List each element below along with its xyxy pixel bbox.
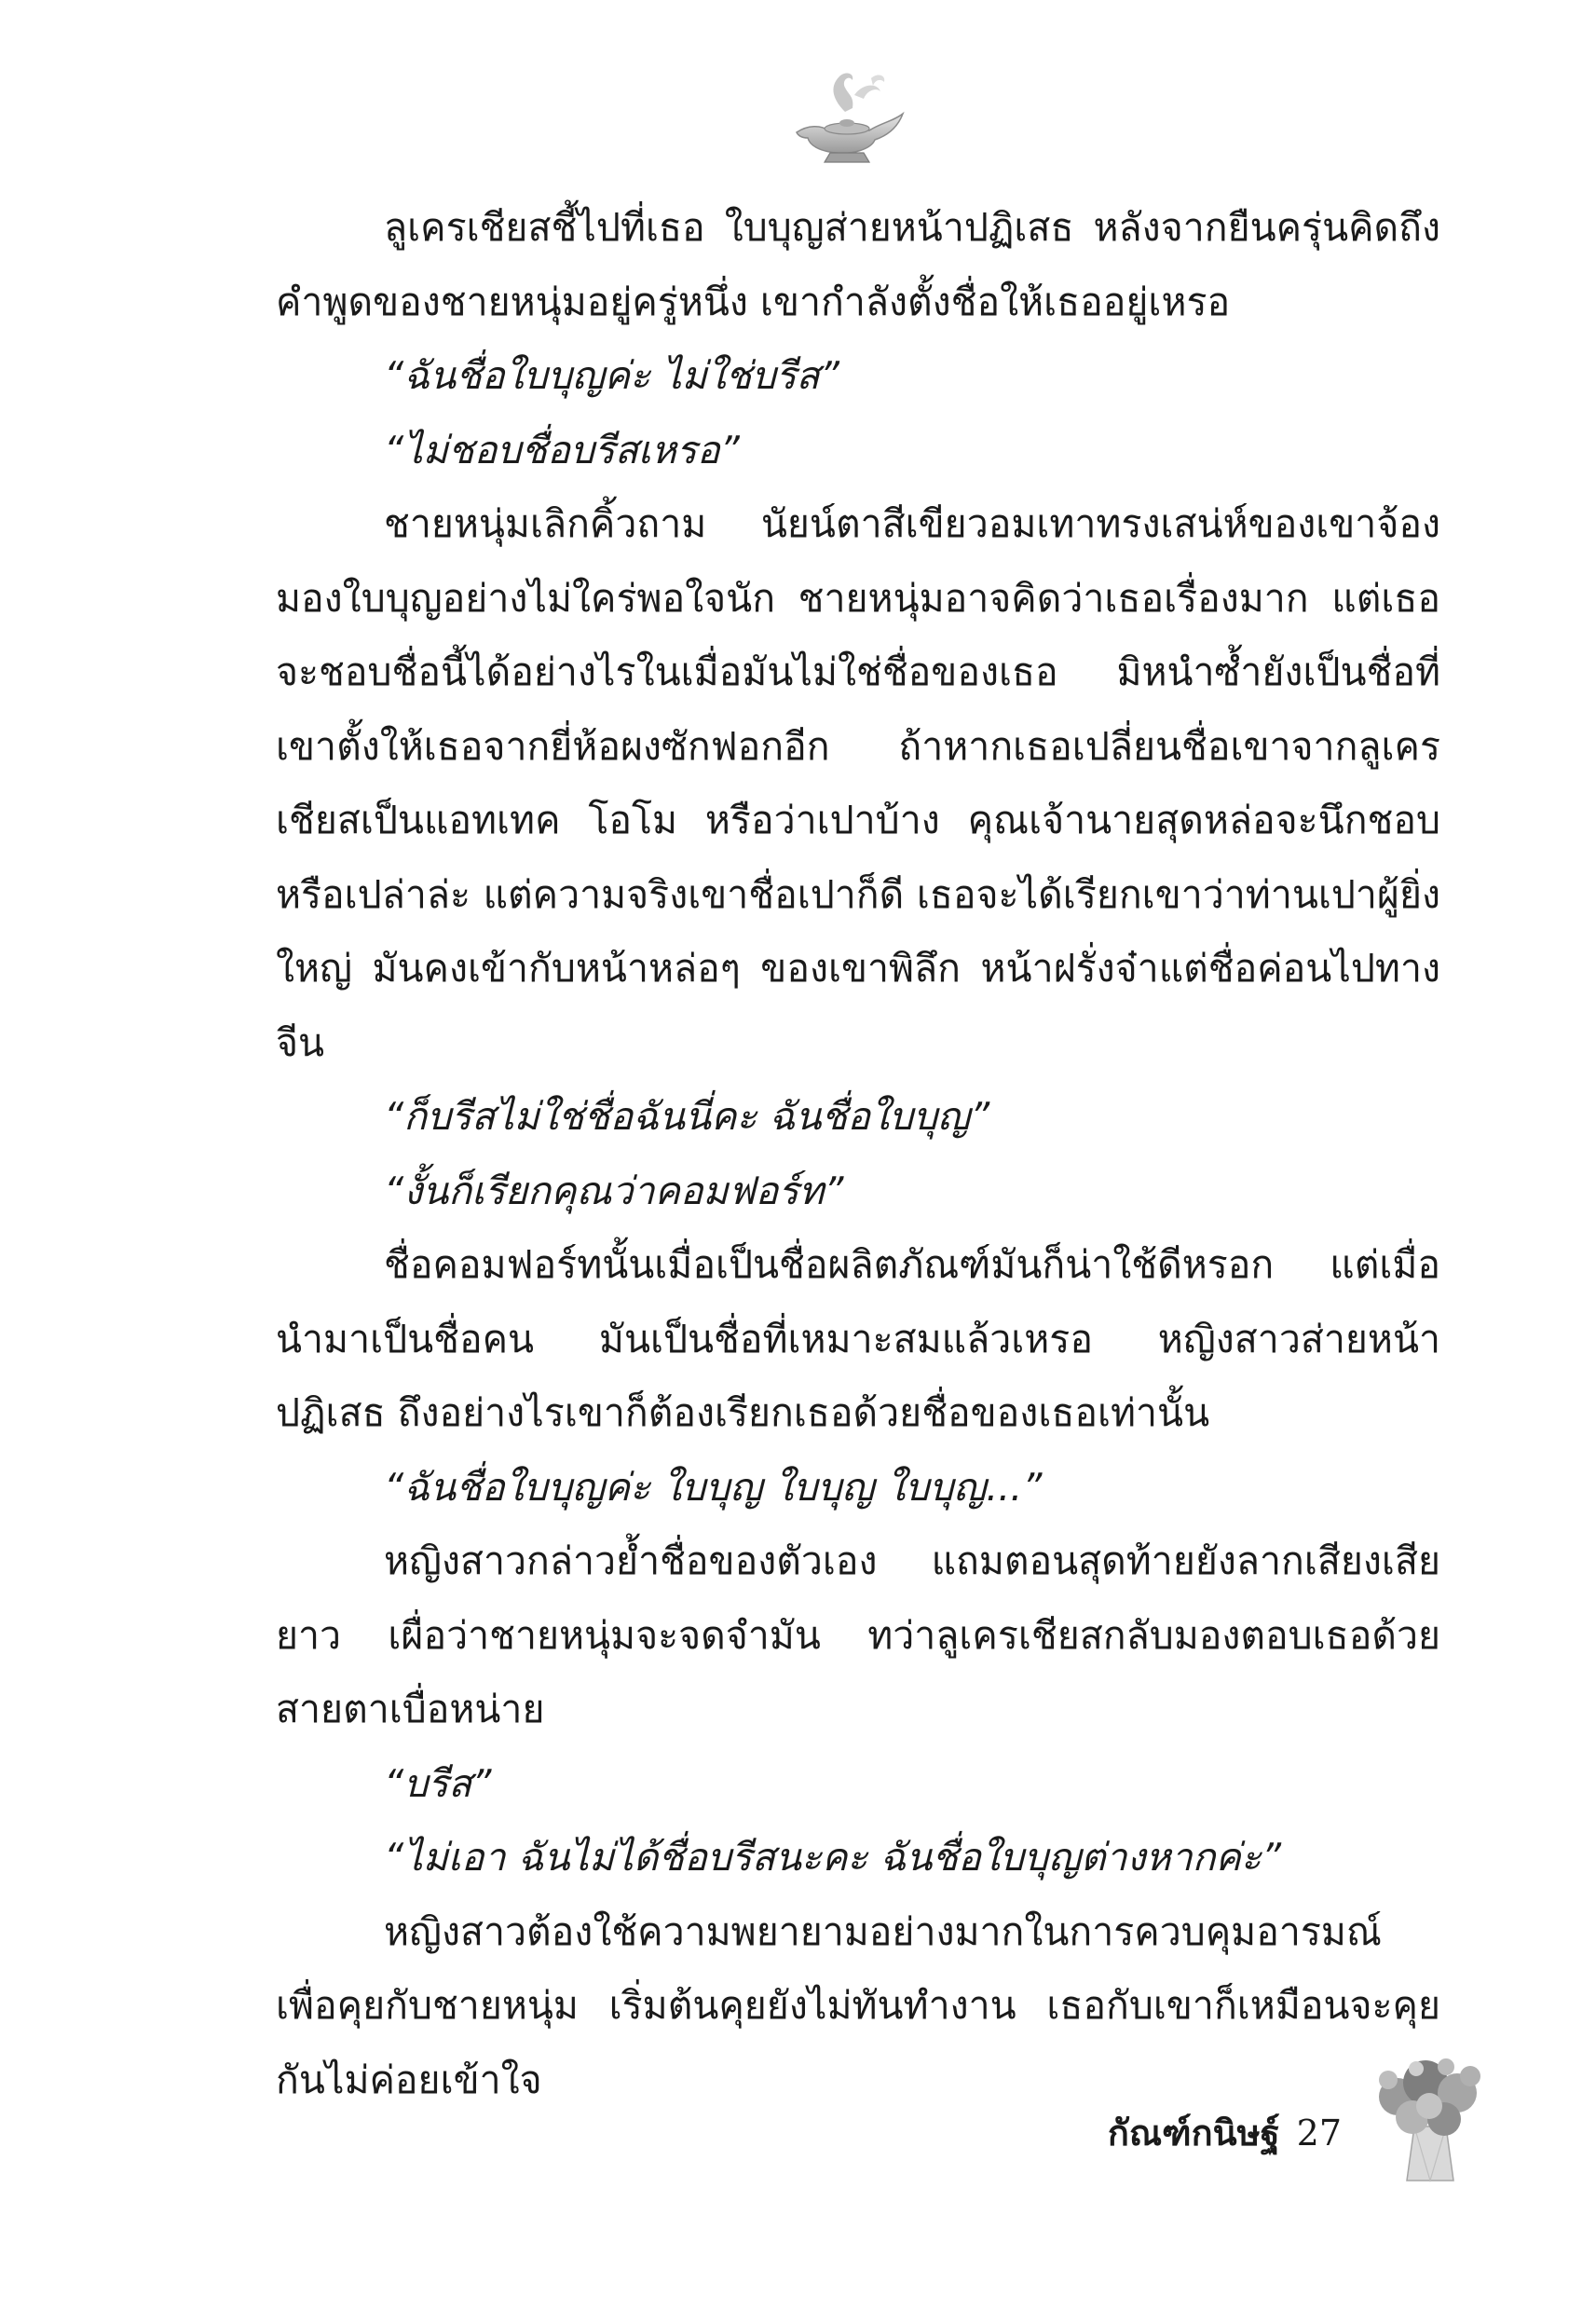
page-footer (1081, 2104, 1342, 2160)
paragraph: ชายหนุ่มเลิกคิ้วถาม นัยน์ตาสีเขียวอมเทาทรงเสน่ห์ของเขาจ้องมองใบบุญอย่างไม่ใคร่พอใจนัก ชายหนุ่มอาจคิดว่าเธอเรื่องมาก แต่เธอจะชอบชื่อนี้ได้อย่างไรในเมื่อมันไม่ใช่ชื่อของเธอ มิหนำซ้ำยังเป็นชื่อที่เขาตั้งให้เธอจากยี่ห้อผงซักฟอกอีก ถ้าหากเธอเปลี่ยนชื่อเขาจากลูเครเชียสเป็นแอทเทค โอโม หรือว่าเปาบ้าง คุณเจ้านายสุดหล่อจะนึกชอบหรือเปล่าล่ะ แต่ความจริงเขาชื่อเปาก็ดี เธอจะได้เรียกเขาว่าท่านเปาผู้ยิ่งใหญ่ มันคงเข้ากับหน้าหล่อๆ ของเขาพิลึก หน้าฝรั่งจ๋าแต่ชื่อค่อนไปทางจีน (276, 501, 1440, 1065)
flower-bouquet-icon (1360, 2041, 1500, 2190)
paragraph: ชื่อคอมฟอร์ทนั้นเมื่อเป็นชื่อผลิตภัณฑ์มันก็น่าใช้ดีหรอก แต่เมื่อนำมาเป็นชื่อคน มันเป็นชื่อที่เหมาะสมแล้วเหรอ หญิงสาวส่ายหน้าปฏิเสธ ถึงอย่างไรเขาก็ต้องเรียกเธอด้วยชื่อของเธอเท่านั้น (276, 1242, 1440, 1435)
dialogue-line: “บรีส” (384, 1760, 492, 1806)
body-text (276, 191, 1440, 2117)
magic-lamp-icon (787, 67, 908, 170)
dialogue-line: “ฉันชื่อใบบุญค่ะ ใบบุญ ใบบุญ ใบบุญ...” (384, 1464, 1043, 1510)
paragraph: หญิงสาวกล่าวย้ำชื่อของตัวเอง แถมตอนสุดท้ายยังลากเสียงเสียยาว เผื่อว่าชายหนุ่มจะจดจำมัน ทว่าลูเครเชียสกลับมองตอบเธอด้วยสายตาเบื่อหน่าย (276, 1538, 1440, 1731)
author-name: กัณฑ์กนิษฐ์ (1107, 2113, 1280, 2154)
dialogue-line: “งั้นก็เรียกคุณว่าคอมฟอร์ท” (384, 1168, 844, 1213)
dialogue-line: “ฉันชื่อใบบุญค่ะ ไม่ใช่บรีส” (384, 353, 839, 398)
paragraph: ลูเครเชียสชี้ไปที่เธอ ใบบุญส่ายหน้าปฏิเสธ หลังจากยืนครุ่นคิดถึงคำพูดของชายหนุ่มอยู่ครู่หนึ่ง เขากำลังตั้งชื่อให้เธออยู่เหรอ (276, 205, 1440, 324)
dialogue-line: “ไม่เอา ฉันไม่ได้ชื่อบรีสนะคะ ฉันชื่อใบบุญต่างหากค่ะ” (384, 1835, 1282, 1880)
dialogue-line: “ไม่ชอบชื่อบรีสเหรอ” (384, 427, 740, 472)
paragraph: หญิงสาวต้องใช้ความพยายามอย่างมากในการควบคุมอารมณ์เพื่อคุยกับชายหนุ่ม เริ่มต้นคุยยังไม่ทันทำงาน เธอกับเขาก็เหมือนจะคุยกันไม่ค่อยเข้าใจ (276, 1908, 1440, 2102)
dialogue-line: “ก็บรีสไม่ใช่ชื่อฉันนี่คะ ฉันชื่อใบบุญ” (384, 1094, 990, 1139)
page-number: 27 (1296, 2113, 1342, 2154)
